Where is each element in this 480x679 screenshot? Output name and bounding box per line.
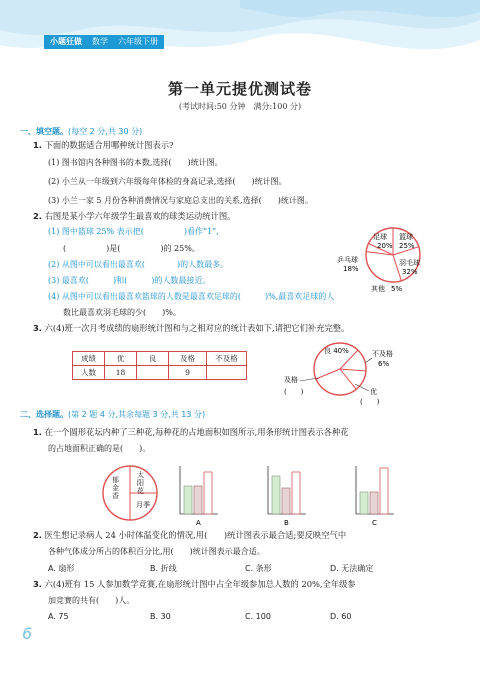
s2-q3: [33, 578, 356, 590]
section1-heading: [20, 126, 142, 137]
table-header-cell: 及格: [169, 352, 207, 366]
grades-blank-excellent[interactable]: ( ): [360, 398, 380, 406]
table-header-cell: 良: [137, 352, 169, 366]
header-subject: 数学: [92, 37, 108, 46]
s1-q2-text: 右图是某小学六年级学生最喜欢的球类运动统计图。: [44, 211, 236, 221]
pie-label-badminton: 羽毛球: [399, 259, 420, 267]
s1-q3-num: 3.: [33, 323, 42, 333]
s1-q1: [33, 139, 173, 151]
s2-q1-num: 1.: [33, 427, 42, 437]
grade-table: [72, 351, 247, 380]
section2-title: 二、选择题。: [20, 410, 68, 419]
pie-label-basketball: 篮球: [399, 233, 413, 241]
s1-q3-text: 六(4)班一次月考成绩的扇形统计图和与之相对应的统计表如下,请把它们补充完整。: [44, 323, 350, 333]
pie-value-other: 5%: [391, 285, 403, 293]
s1-q1-num: 1.: [33, 140, 42, 150]
header-bar: [44, 35, 164, 49]
circle-label-rose: 月季: [136, 501, 150, 509]
s2-q1-text: 在一个圆形花坛内种了三种花,每种花的占地面积如图所示,用条形统计图表示各种花: [44, 427, 349, 437]
option-c-label: C: [372, 519, 377, 527]
section1-title: 一、填空题。: [20, 127, 68, 136]
option-b-chart[interactable]: [268, 466, 306, 514]
s2-q3-option-c[interactable]: C. 100: [245, 612, 271, 621]
s2-q3-text: 六(4)班有 15 人参加数学竞赛,在扇形统计图中占全年级参加总人数的 20%,全年级参: [44, 579, 356, 589]
grades-blank-pass[interactable]: ( ): [284, 388, 304, 396]
s2-q3-option-a[interactable]: A. 75: [48, 612, 69, 621]
s2-q2-option-c[interactable]: C. 条形: [245, 564, 272, 573]
s2-q2: [33, 529, 346, 541]
ball-sports-pie: [335, 222, 445, 294]
section2-heading: [20, 409, 205, 420]
s1-q2: [33, 210, 235, 222]
s2-q3-num: 3.: [33, 579, 42, 589]
s1-q2-num: 2.: [33, 211, 42, 221]
table-cell-blank[interactable]: [137, 366, 169, 380]
option-c-chart[interactable]: [356, 466, 394, 514]
bar-chart-options: [170, 462, 430, 530]
pie-value-football: 20%: [377, 242, 393, 250]
s1-q2-item: (4) 从图中可以看出最喜欢篮球的人数是最喜欢足球的( )%,最喜欢足球的人: [48, 292, 335, 301]
header-brand: 小题狂做: [50, 37, 82, 46]
circle-label-tulip-text: 郁金香: [112, 476, 119, 500]
circle-label-sunflower-text: 太阳花: [137, 471, 144, 495]
pie-value-pingpong: 18%: [343, 265, 359, 273]
table-row: [73, 366, 247, 380]
s2-q2-option-d[interactable]: D. 无法确定: [330, 564, 374, 573]
pie-label-football: 足球: [373, 233, 387, 241]
s2-q2-option-b[interactable]: B. 折线: [150, 564, 177, 573]
grades-pie: [280, 338, 430, 406]
s1-q3: [33, 322, 349, 334]
header-band: [0, 0, 480, 62]
s2-q3-text2: 加竞赛的共有( )人。: [48, 596, 135, 605]
s1-q1-item: (1) 图书馆内各种图书的本数,选择( )统计图。: [48, 158, 223, 167]
grades-label-pass: 及格: [284, 376, 298, 384]
table-header-row: [73, 352, 247, 366]
grades-label-fail: 不及格: [372, 350, 393, 358]
s1-q2-item: (1) 图中篮球 25% 表示把( )看作“1”,: [48, 227, 219, 236]
grades-label-excellent: 优: [370, 388, 377, 396]
s2-q2-option-a[interactable]: A. 扇形: [48, 564, 75, 573]
s1-q2-item: 数比最喜欢羽毛球的少( )%。: [63, 308, 181, 317]
s2-q2-num: 2.: [33, 530, 42, 540]
s2-q3-option-b[interactable]: B. 30: [150, 612, 171, 621]
pie-label-other: 其他: [371, 285, 385, 293]
s2-q1-text2: 的占地面积正确的是( )。: [48, 444, 151, 453]
s2-q2-text: 医生想记录病人 24 小时体温变化的情况,用( )统计图表示最合适;要反映空气中: [44, 530, 347, 540]
table-header-cell: 不及格: [207, 352, 247, 366]
s1-q1-text: 下面的数据适合用哪种统计图表示?: [44, 140, 174, 150]
s1-q1-item: (3) 小兰一家 5 月份各种消费情况与家庭总支出的关系,选择( )统计图。: [48, 196, 313, 205]
s1-q2-item: (2) 从图中可以看出最喜欢( )的人数最多。: [48, 260, 229, 269]
s2-q3-option-d[interactable]: D. 60: [330, 612, 352, 621]
s2-q1: [33, 426, 349, 438]
section1-note: (每空 2 分,共 30 分): [68, 127, 143, 136]
pie-label-pingpong: 乒乓球: [337, 256, 358, 264]
page-title: 第一单元提优测试卷: [167, 80, 312, 98]
table-cell: 9: [169, 366, 207, 380]
pie-value-basketball: 25%: [399, 242, 415, 250]
pie-value-badminton: 32%: [402, 268, 418, 276]
table-cell: 人数: [73, 366, 105, 380]
grades-label-good: 良 40%: [324, 347, 349, 355]
s1-q1-item: (2) 小兰从一年级到六年级每年体检的身高记录,选择( )统计图。: [48, 177, 287, 186]
header-wave-decoration: [0, 0, 480, 62]
table-cell: 18: [105, 366, 137, 380]
table-header-cell: 优: [105, 352, 137, 366]
option-a-chart[interactable]: [180, 466, 218, 514]
option-b-label: B: [284, 519, 289, 527]
header-grade: 六年级下册: [118, 37, 158, 46]
page-subtitle: (考试时间:50 分钟 满分:100 分): [178, 102, 302, 111]
option-a-label: A: [196, 519, 201, 527]
section2-note: (第 2 题 4 分,其余每题 3 分,共 13 分): [68, 410, 206, 419]
grades-label-fail-pct: 6%: [378, 360, 390, 368]
table-header-cell: 成绩: [73, 352, 105, 366]
s1-q2-item: (3) 最喜欢( )和( )的人数最接近。: [48, 276, 211, 285]
flower-circle: [100, 463, 160, 523]
page-number: 6: [22, 624, 33, 643]
s1-q2-item: ( )是( )的 25%。: [63, 244, 200, 253]
s2-q2-text2: 各种气体成分所占的体积百分比,用( )统计图表示最合适。: [48, 547, 265, 556]
table-cell-blank[interactable]: [207, 366, 247, 380]
